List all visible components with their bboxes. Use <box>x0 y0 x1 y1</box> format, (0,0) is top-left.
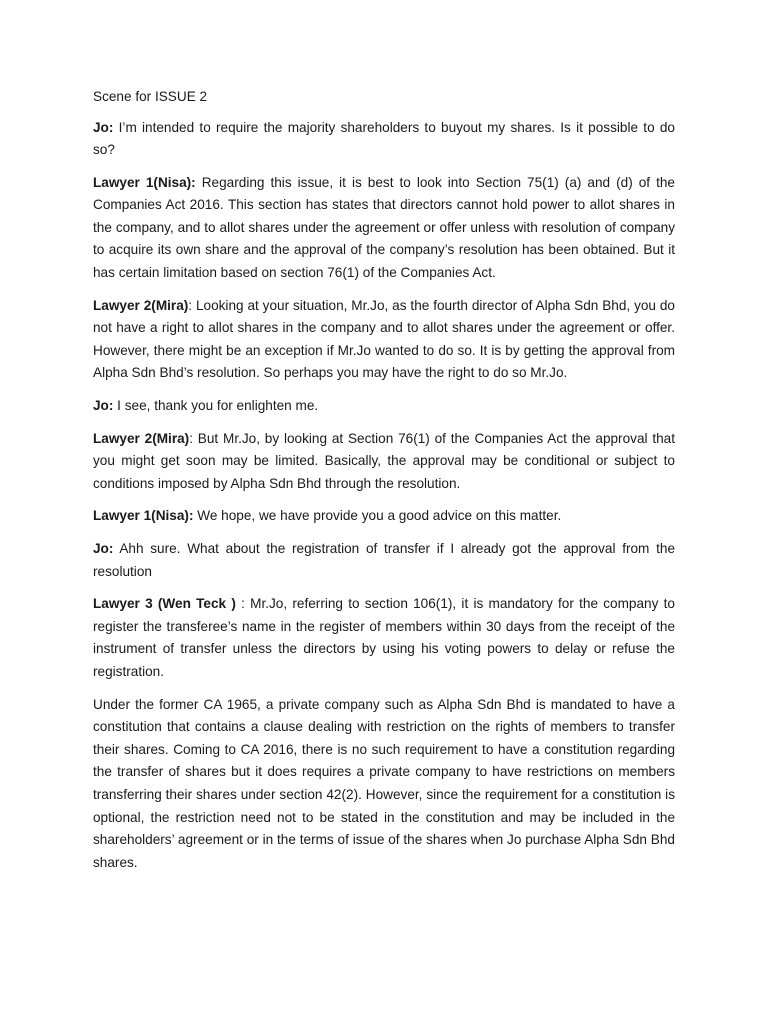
dialogue-paragraph-1 <box>93 117 675 162</box>
dialogue-paragraph-5 <box>93 428 675 496</box>
paragraph-text: Ahh sure. What about the registration of transfer if I already got the approval from the resolution <box>93 541 675 579</box>
dialogue-paragraph-2 <box>93 172 675 285</box>
body-paragraph-9 <box>93 694 675 875</box>
dialogue-paragraph-4 <box>93 395 675 418</box>
document-heading: Scene for ISSUE 2 <box>93 89 208 104</box>
paragraph-text: : Looking at your situation, Mr.Jo, as the fourth director of Alpha Sdn Bhd, you do not have a right to allot shares in the company and to allot shares under the agreement or offer. However, there might be an exception if Mr.Jo wanted to do so. It is by getting the approval from Alpha Sdn Bhd’s resolution. So perhaps you may have the right to do so Mr.Jo. <box>93 297 675 381</box>
paragraph-text: Regarding this issue, it is best to look into Section 75(1) (a) and (d) of the Companies Act 2016. This section has states that directors cannot hold power to allot shares in the company, and to allot shares under the agreement or offer unless with resolution of company to acquire its own share and the approval of the company’s resolution has been obtained. But it has certain limitation based on section 76(1) of the Companies Act. <box>93 174 675 281</box>
paragraph-text: We hope, we have provide you a good advice on this matter. <box>193 508 562 524</box>
paragraph-text: : But Mr.Jo, by looking at Section 76(1) of the Companies Act the approval that you might get soon may be limited. Basically, the approval may be conditional or subject to conditions imposed by Alpha Sdn Bhd through the resolution. <box>93 430 675 491</box>
paragraph-text: I see, thank you for enlighten me. <box>113 398 319 414</box>
dialogue-paragraph-8 <box>93 593 675 683</box>
paragraph-text: I’m intended to require the majority shareholders to buyout my shares. Is it possible to do so? <box>93 119 675 158</box>
speaker-label: Lawyer 2(Mira) <box>93 297 189 313</box>
dialogue-paragraph-3 <box>93 295 675 385</box>
speaker-label: Lawyer 1(Nisa): <box>93 508 194 524</box>
speaker-label: Lawyer 1(Nisa): <box>93 174 196 190</box>
speaker-label: Lawyer 2(Mira) <box>93 430 190 446</box>
dialogue-paragraph-6 <box>93 505 675 528</box>
speaker-label: Jo: <box>93 541 114 556</box>
speaker-label: Jo: <box>93 398 114 414</box>
paragraph-text: Under the former CA 1965, a private company such as Alpha Sdn Bhd is mandated to have a constitution that contains a clause dealing with restriction on the rights of members to transfer their shares. Coming to CA 2016, there is no such requirement to have a constitution regarding the transfer of shares but it does requires a private company to have restrictions on members transferring their shares under section 42(2). However, since the requirement for a constitution is optional, the restriction need not to be stated in the constitution and may be included in the shareholders’ agreement or in the terms of issue of the shares when Jo purchase Alpha Sdn Bhd shares. <box>93 696 675 870</box>
document-page <box>93 86 675 884</box>
speaker-label: Jo: <box>93 119 114 135</box>
paragraph-text: : Mr.Jo, referring to section 106(1), it is mandatory for the company to register the transferee’s name in the register of members within 30 days from the receipt of the instrument of transfer unless the directors by using his voting powers to delay or refuse the registration. <box>93 596 675 679</box>
dialogue-paragraph-7 <box>93 538 675 583</box>
speaker-label: Lawyer 3 (Wen Teck ) <box>93 596 236 612</box>
